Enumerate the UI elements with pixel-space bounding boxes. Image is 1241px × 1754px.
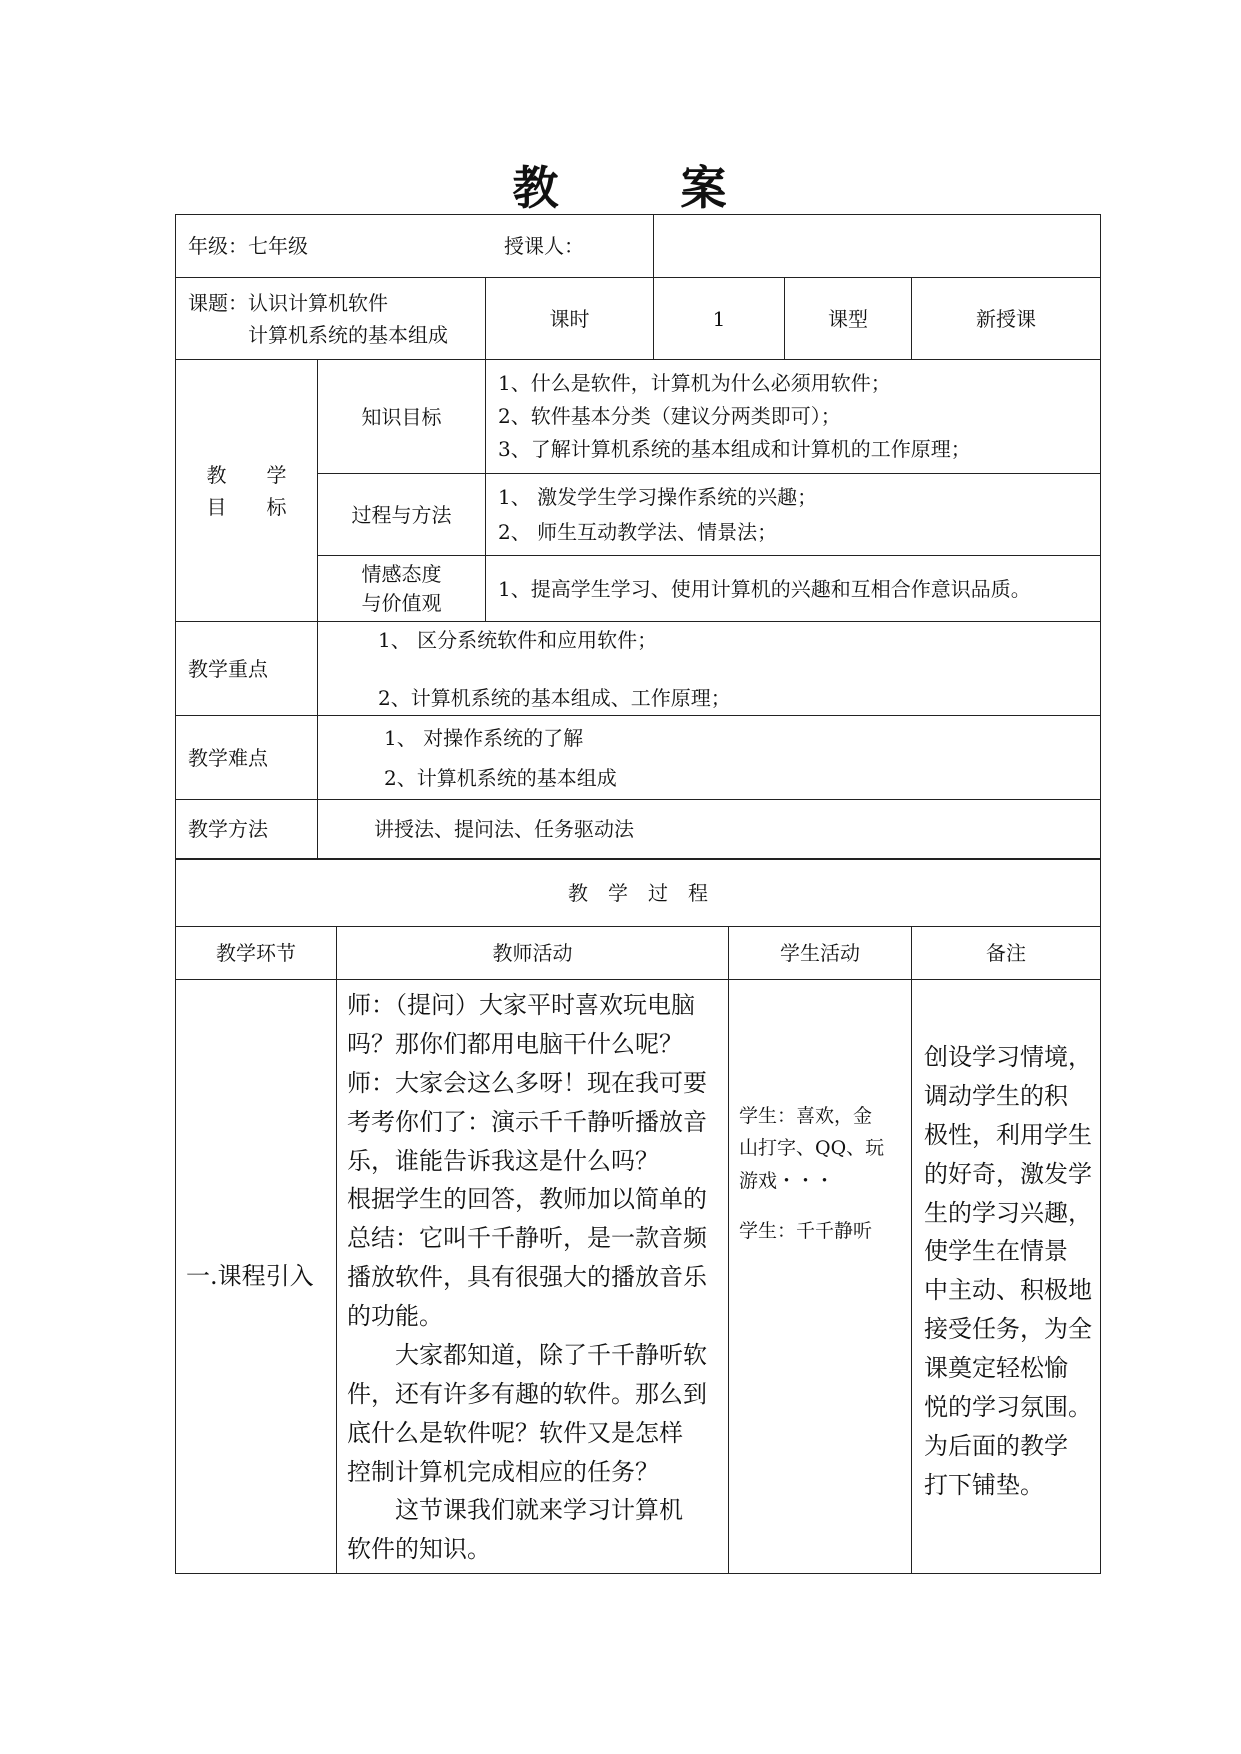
grade-cell: 年级：七年级 [176,215,654,278]
teacher-activity-cell: 师：（提问）大家平时喜欢玩电脑 吗？那你们都用电脑干什么呢？ 师：大家会这么多呀！现在我可要 考考你们了：演示千千静听播放音 乐，谁能告诉我这是什么吗？ 根据学生的回答，教师加以简单的 总结：它叫千千静听，是一款音频 播放软件，具有很强大的播放音乐 的功能。 大家都知道，除了千千静听软 件，还有许多有趣的软件。那么到 底什么是软件呢？软件又是怎样 控制计算机完成相应的任务？ 这节课我们就来学习计算机 软件的知识。 [337,980,729,1574]
knowledge-goal-content: 1、什么是软件，计算机为什么必须用软件； 2、软件基本分类（建议分两类即可）； 3、了解计算机系统的基本组成和计算机的工作原理； [486,360,1101,474]
type-label: 课型 [785,278,912,360]
process-goal-content: 1、 激发学生学习操作系统的兴趣； 2、 师生互动教学法、情景法； [486,474,1101,556]
process-goal-label: 过程与方法 [318,474,486,556]
remark-cell: 创设学习情境， 调动学生的积 极性，利用学生 的好奇，激发学 生的学习兴趣， 使学生在情景 中主动、积极地 接受任务，为全 课奠定轻松愉 悦的学习氛围。 为后面的教学 打下铺垫。 [912,980,1101,1574]
methods-content: 讲授法、提问法、任务驱动法 [318,800,1101,859]
stage-cell: 一.课程引入 [176,980,337,1574]
objectives-label: 教 学 目 标 [176,360,318,622]
column-header-remark: 备注 [912,927,1101,980]
type-value: 新授课 [912,278,1101,360]
emotion-goal-label: 情感态度 与价值观 [318,556,486,622]
key-points-label: 教学重点 [176,622,318,716]
document-title: 教 案 [512,161,729,215]
hours-label: 课时 [486,278,654,360]
knowledge-goal-label: 知识目标 [318,360,486,474]
column-header-teacher: 教师活动 [337,927,729,980]
table-row [176,980,1101,1574]
lesson-plan-header-table [175,214,1101,859]
column-header-stage: 教学环节 [176,927,337,980]
methods-label: 教学方法 [176,800,318,859]
process-section-title: 教 学 过 程 [176,860,1101,927]
difficulties-content: 1、 对操作系统的了解 2、计算机系统的基本组成 [318,716,1101,800]
column-header-student: 学生活动 [729,927,912,980]
key-points-content: 1、 区分系统软件和应用软件； 2、计算机系统的基本组成、工作原理； [318,622,1101,716]
teaching-process-table [175,859,1101,1574]
hours-value: 1 [654,278,785,360]
teacher-cell: 授课人： [654,215,1101,278]
difficulties-label: 教学难点 [176,716,318,800]
topic-cell: 课题：认识计算机软件 计算机系统的基本组成 [176,278,486,360]
emotion-goal-content: 1、提高学生学习、使用计算机的兴趣和互相合作意识品质。 [486,556,1101,622]
student-activity-cell: 学生：喜欢，金 山打字、QQ、玩 游戏・・・ 学生：千千静听 [729,980,912,1574]
